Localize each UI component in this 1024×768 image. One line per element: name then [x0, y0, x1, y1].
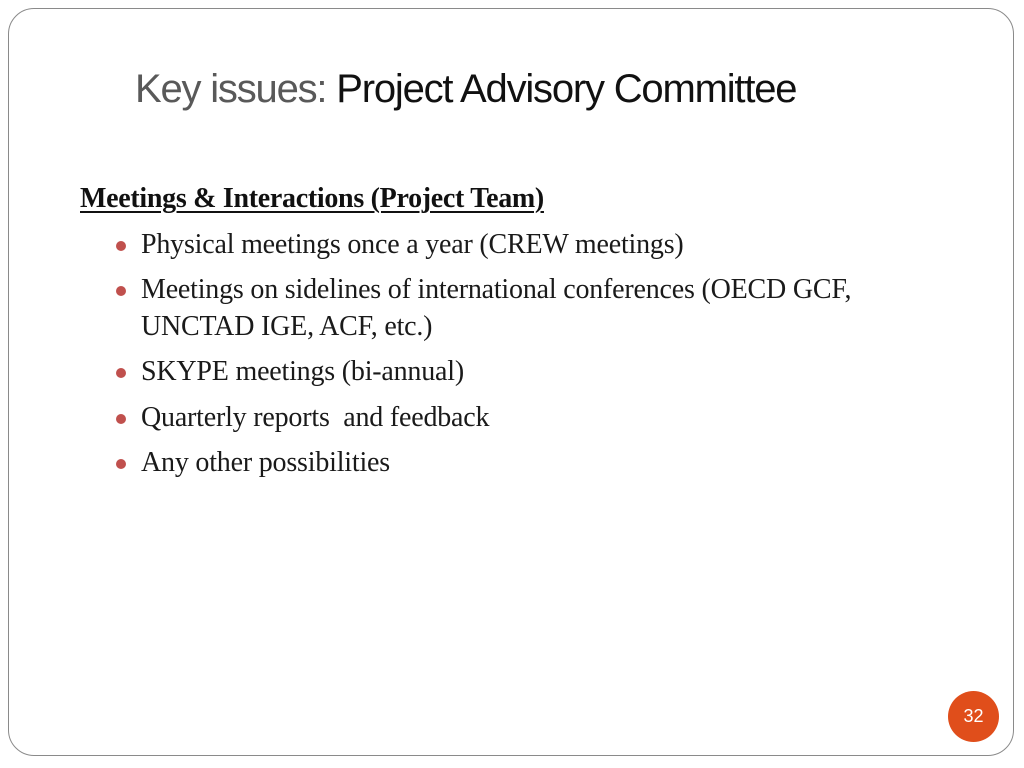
bullet-dot-icon: [116, 368, 126, 378]
bullet-text: SKYPE meetings (bi-annual): [141, 356, 464, 388]
bullet-item: [112, 227, 872, 263]
slide-title: [135, 65, 796, 113]
page-number-badge: [948, 691, 999, 742]
bullet-list: [112, 227, 872, 490]
section-heading: Meetings & Interactions (Project Team): [80, 183, 544, 214]
bullet-dot-icon: [116, 286, 126, 296]
bullet-text: Meetings on sidelines of international conferences (OECD GCF, UNCTAD IGE, ACF, etc.): [141, 274, 859, 342]
bullet-text: Quarterly reports and feedback: [141, 401, 490, 433]
bullet-dot-icon: [116, 459, 126, 469]
bullet-item: [112, 272, 872, 345]
title-main: Project Advisory Committee: [336, 67, 797, 111]
slide: [8, 8, 1014, 756]
bullet-dot-icon: [116, 414, 126, 424]
bullet-dot-icon: [116, 241, 126, 251]
bullet-text: Any other possibilities: [141, 446, 390, 478]
page-number: 32: [963, 706, 984, 726]
bullet-item: [112, 400, 872, 436]
bullet-item: [112, 354, 872, 390]
title-prefix: Key issues:: [135, 67, 337, 111]
bullet-item: [112, 445, 872, 481]
bullet-text: Physical meetings once a year (CREW meetings): [141, 229, 684, 260]
